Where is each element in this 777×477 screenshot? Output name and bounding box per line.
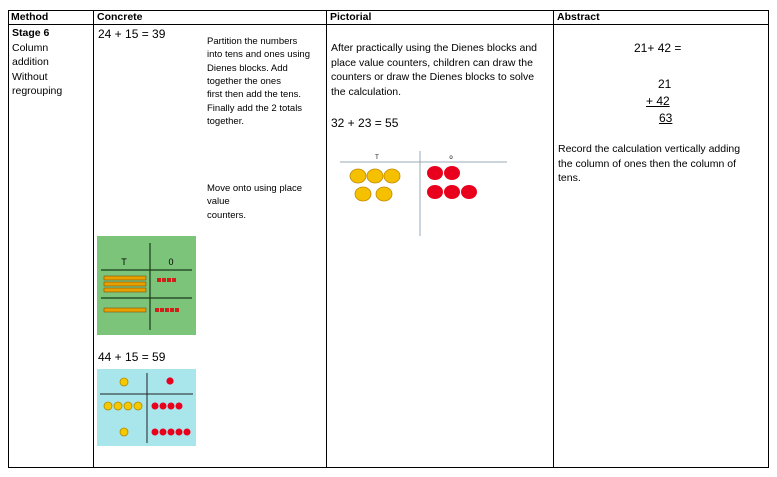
pictorial-intro-line-1: After practically using the Dienes blocks and: [331, 42, 538, 54]
method-line-2: addition: [12, 56, 49, 68]
concrete-explain-line-2: into tens and ones using: [207, 49, 310, 61]
table-border-left: [8, 10, 9, 468]
column-divider-method: [93, 10, 94, 468]
dienes-ones-cubes-row-2: [155, 308, 179, 312]
abstract-record-line-1: Record the calculation vertically adding: [558, 143, 741, 155]
concrete-explain-line-3: Dienes blocks. Add: [207, 62, 288, 74]
column-divider-concrete: [326, 10, 327, 468]
table-header-divider: [8, 24, 769, 25]
counters-tens-bottom: [120, 428, 128, 436]
concrete-equation-2: 44 + 15 = 59: [98, 350, 166, 364]
concrete-explain-line-4: together the ones: [207, 75, 281, 87]
abstract-result: 63: [659, 111, 673, 125]
dienes-tens-rods-row-1: [104, 276, 146, 292]
column-divider-pictorial: [553, 10, 554, 468]
table-border-bottom: [8, 467, 769, 468]
dienes-tens-rods-row-2: [104, 308, 146, 312]
abstract-record-line-2: the column of ones then the column of: [558, 157, 737, 170]
place-value-counters-image: [97, 369, 196, 446]
pictorial-tens-label: T: [375, 155, 379, 161]
pictorial-intro-line-2: place value counters, children can draw the: [331, 56, 533, 69]
concrete-explain-line-7: together.: [207, 115, 244, 127]
pictorial-place-value-drawing: [330, 148, 510, 238]
abstract-equation: 21+ 42 =: [634, 41, 682, 55]
concrete-move-line-1: Move onto using place: [207, 183, 303, 194]
counters-ones-bottom: [152, 429, 191, 436]
abstract-record-line-3: tens.: [558, 172, 581, 184]
method-line-1: Column: [12, 41, 49, 54]
counters-tens-top: [120, 378, 128, 386]
counters-ones-top: [166, 377, 173, 384]
dienes-ones-label: 0: [168, 257, 174, 267]
concrete-explain-line-1: Partition the numbers: [207, 36, 298, 47]
pictorial-intro-line-4: the calculation.: [331, 85, 402, 98]
concrete-equation-1: 24 + 15 = 39: [98, 27, 166, 41]
pictorial-equation: 32 + 23 = 55: [331, 116, 399, 130]
concrete-move-line-3: counters.: [207, 209, 247, 221]
header-pictorial: Pictorial: [330, 11, 372, 23]
pictorial-tens-counters: [350, 169, 400, 201]
dienes-blocks-image: [97, 236, 196, 335]
abstract-addend: + 42: [646, 94, 670, 108]
header-concrete: Concrete: [97, 11, 143, 23]
method-line-4: regrouping: [12, 85, 63, 97]
concrete-explain-line-5: first then add the tens.: [207, 89, 302, 101]
header-abstract: Abstract: [557, 11, 600, 23]
method-stage: Stage 6: [12, 27, 50, 39]
pictorial-intro-line-3: counters or draw the Dienes blocks to solve: [331, 71, 535, 83]
table-border-right: [768, 10, 769, 468]
method-line-3: Without: [12, 70, 48, 83]
concrete-explain-line-6: Finally add the 2 totals: [207, 102, 303, 114]
pictorial-ones-label: o: [449, 155, 453, 161]
pictorial-ones-counters: [427, 166, 477, 199]
dienes-tens-label: T: [121, 257, 127, 267]
abstract-top-number: 21: [658, 77, 672, 91]
concrete-move-line-2: value: [207, 196, 230, 208]
header-method: Method: [11, 11, 49, 23]
